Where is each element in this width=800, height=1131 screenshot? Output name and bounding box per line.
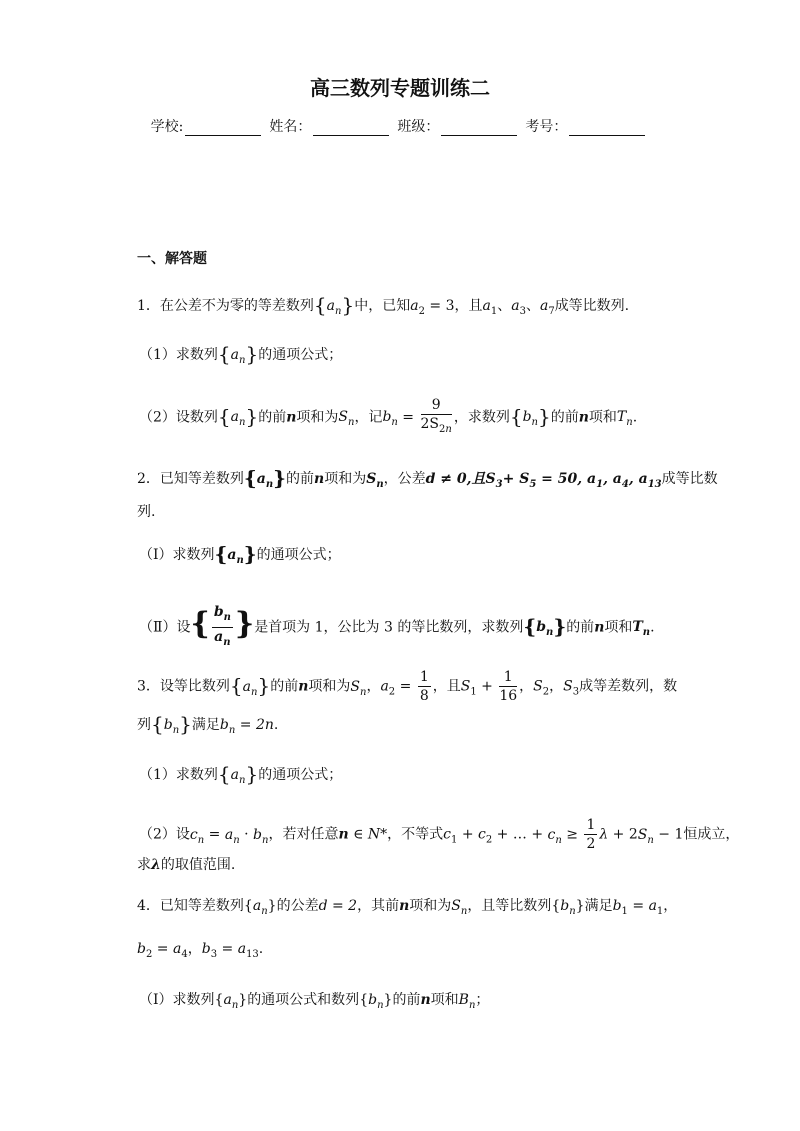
question-2-stem: 2．已知等差数列$\{a_n\}$的前n项和为$S_n$，公差d ≠ 0,且$S_3+ S_5 = 50$, $a_1$, $a_4$, $a_{13}$成等比数	[137, 466, 718, 490]
question-4-stem-continued: $b_2 = a_4$，$b_3 = a_{13}$.	[137, 941, 264, 960]
name-field[interactable]	[269, 116, 393, 136]
class-field[interactable]	[397, 116, 521, 136]
school-field[interactable]	[151, 116, 266, 136]
school-label: 学校:	[150, 119, 184, 135]
name-blank[interactable]	[313, 120, 389, 136]
exam-number-field[interactable]	[525, 116, 649, 136]
question-2-part-2: （Ⅱ）设{ $\frac{b_n}{a_n}$ }是首项为 1，公比为 3 的等比数列，求数列$\{b_n\}$的前n项和$T_n$.	[139, 603, 655, 652]
school-blank[interactable]	[185, 120, 261, 136]
question-3-stem-continued: 列$\{b_n\}$满足$b_n = 2n$.	[137, 712, 279, 736]
section-heading: 一、解答题	[137, 251, 207, 267]
fraction-1-over-2: $\frac{1}{2}$	[586, 817, 596, 852]
fraction-bn-over-an: $\frac{b_n}{a_n}$	[213, 604, 231, 648]
class-blank[interactable]	[441, 120, 517, 136]
question-1-part-2: （2）设数列$\{a_n\}$的前n项和为$S_n$，记$b_n$ = $\frac{9}{2S_{2n}}$ ，求数列$\{b_n\}$的前n项和$T_n$.	[139, 396, 637, 439]
fraction-9-over-2s2n: $\frac{9}{2S_{2n}}$	[420, 397, 452, 435]
question-1-part-1: （1）求数列$\{a_n\}$的通项公式；	[139, 342, 343, 366]
question-3-part-1: （1）求数列$\{a_n\}$的通项公式；	[139, 762, 343, 786]
class-label: 班级：	[397, 119, 440, 135]
student-info-row	[0, 116, 800, 136]
question-2-stem-continued: 列.	[137, 504, 156, 520]
question-3-part-2-continued: 求λ的取值范围.	[137, 857, 236, 873]
question-2-part-1: （Ⅰ）求数列$\{a_n\}$的通项公式；	[139, 542, 341, 566]
page-title: 高三数列专题训练二	[310, 76, 490, 100]
question-4-part-1: （Ⅰ）求数列$\{a_n\}$的通项公式和数列$\{b_n\}$的前n项和$B_n$；	[139, 992, 490, 1011]
question-3-stem: 3．设等比数列$\{a_n\}$的前n项和为$S_n$，$a_2$ = $\frac{1}{8}$ ，且$S_1$ + $\frac{1}{16}$ ，$S_2$，$S_3$成等差数列，数	[137, 669, 678, 704]
name-label: 姓名：	[269, 119, 312, 135]
question-4-stem: 4．已知等差数列$\{a_n\}$的公差d = 2，其前n项和为$S_n$，且等比数列$\{b_n\}$满足$b_1 = a_1$，	[137, 898, 678, 917]
question-1-stem: 1．在公差不为零的等差数列$\{a_n\}$中，已知$a_2 = 3$，且$a_1$、$a_3$、$a_7$成等比数列.	[137, 293, 630, 317]
exam-number-blank[interactable]	[569, 120, 645, 136]
fraction-1-over-16: $\frac{1}{16}$	[499, 669, 518, 704]
question-3-part-2: （2）设$c_n = a_n \cdot b_n$，若对任意n ∈ N*，不等式$c_1 + c_2$ + … + $c_n$ ≥ $\frac{1}{2}$ $\lambda + 2S_n - 1$恒成立，	[139, 817, 740, 852]
exam-number-label: 考号：	[525, 119, 568, 135]
fraction-1-over-8: $\frac{1}{8}$	[419, 669, 429, 704]
